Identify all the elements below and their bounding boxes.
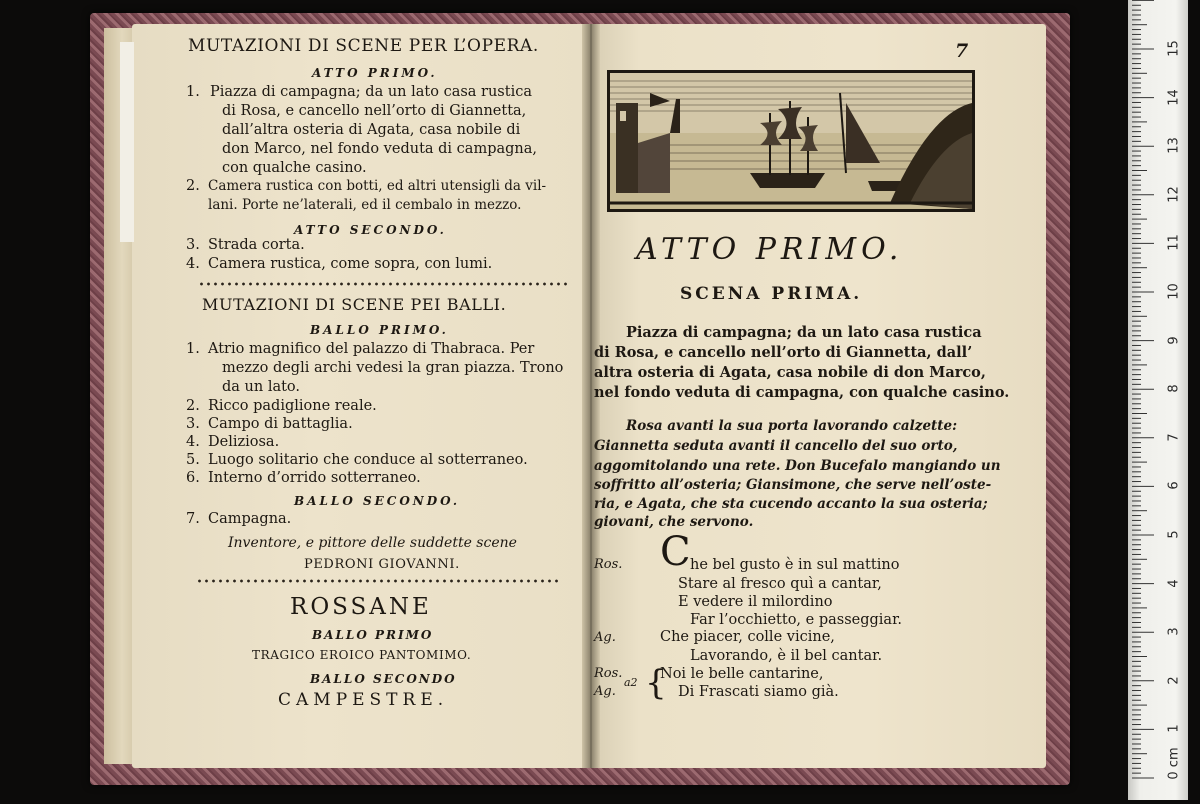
stage-direction-line: ria, e Agata, che sta cucendo accanto la sua osteria; xyxy=(594,496,988,512)
setting-line: altra osteria di Agata, casa nobile di don Marco, xyxy=(594,364,986,381)
ruler-number: 3 xyxy=(1166,627,1182,636)
campestre-title: CAMPESTRE. xyxy=(278,690,449,710)
inventor-credit: Inventore, e pittore delle suddette scene xyxy=(228,535,517,551)
list-item-line: dall’altra osteria di Agata, casa nobile di xyxy=(222,122,521,138)
ballet-title: ROSSANE xyxy=(290,594,432,620)
list-item-line: Deliziosa. xyxy=(208,434,280,450)
list-number: 3. xyxy=(186,416,200,432)
list-item-line: Camera rustica, come sopra, con lumi. xyxy=(208,256,493,272)
stage-direction-line: aggomitolando una rete. Don Bucefalo mangiando un xyxy=(594,458,1001,474)
inventor-name: PEDRONI GIOVANNI. xyxy=(304,557,460,572)
stage-direction-line: Rosa avanti la sua porta lavorando calzette: xyxy=(626,418,958,434)
ruler-number: 1 xyxy=(1166,724,1182,734)
ruler-unit: 0 cm xyxy=(1166,747,1182,780)
list-item-line: mezzo degli archi vedesi la gran piazza. Trono xyxy=(222,360,564,376)
ballo2-heading: BALLO SECONDO. xyxy=(294,494,461,508)
ship-engraving-icon xyxy=(610,73,972,209)
list-item-line: Luogo solitario che conduce al sotterraneo. xyxy=(208,452,528,468)
ruler-number: 9 xyxy=(1166,335,1182,345)
verse-line: Far l’occhietto, e passeggiar. xyxy=(690,612,903,628)
ornamental-rule xyxy=(196,578,558,584)
list-item-line: Campo di battaglia. xyxy=(208,416,353,432)
left-page-title: MUTAZIONI DI SCENE PER L’OPERA. xyxy=(188,36,539,56)
ruler-number: 12 xyxy=(1166,186,1182,203)
stage-direction-line: giovani, che servono. xyxy=(594,514,754,530)
setting-line: nel fondo veduta di campagna, con qualche casino. xyxy=(594,384,1010,401)
list-item-line: Interno d’orrido sotterraneo. xyxy=(208,470,421,486)
ruler-number: 8 xyxy=(1166,384,1182,393)
ballo1-heading: BALLO PRIMO. xyxy=(310,323,449,337)
list-number: 4. xyxy=(186,434,200,450)
act2-heading: ATTO SECONDO. xyxy=(294,223,447,237)
list-item-line: Piazza di campagna; da un lato casa rustica xyxy=(210,84,532,100)
list-number: 1. xyxy=(186,84,200,100)
ruler-number: 7 xyxy=(1166,433,1182,442)
brace-icon: { xyxy=(645,663,667,703)
act1-heading: ATTO PRIMO. xyxy=(312,66,438,80)
list-item-line: di Rosa, e cancello nell’orto di Giannetta, xyxy=(222,103,527,119)
harbor-vignette-engraving xyxy=(607,70,975,212)
page-number: 7 xyxy=(955,40,969,62)
list-number: 1. xyxy=(186,341,200,357)
ruler-number: 6 xyxy=(1166,481,1182,491)
a-due-marker: a2 xyxy=(624,676,638,689)
act-title: ATTO PRIMO. xyxy=(636,232,904,267)
list-item-line: Strada corta. xyxy=(208,237,305,253)
verse-line: E vedere il milordino xyxy=(678,594,833,610)
stage-direction-line: soffritto all’osteria; Giansimone, che serve nell’oste- xyxy=(594,477,992,493)
verse-line: Lavorando, è il bel cantar. xyxy=(690,648,883,664)
list-number: 7. xyxy=(186,511,200,527)
list-item-line: Camera rustica con botti, ed altri utensigli da vil- xyxy=(208,178,547,194)
scene-title: SCENA PRIMA. xyxy=(680,284,863,304)
ruler-number: 14 xyxy=(1166,88,1182,106)
speaker-label: Ros. xyxy=(594,557,623,572)
ornamental-rule xyxy=(198,281,570,287)
list-item-line: don Marco, nel fondo veduta di campagna, xyxy=(222,141,537,157)
stage-direction-line: Giannetta seduta avanti il cancello del suo orto, xyxy=(594,438,958,454)
ruler-number: 4 xyxy=(1166,578,1182,588)
list-number: 4. xyxy=(186,256,200,272)
drop-cap: C xyxy=(660,529,691,575)
ruler-number: 13 xyxy=(1166,137,1182,154)
verse-line: Stare al fresco quì a cantar, xyxy=(678,576,882,592)
verse-line: Di Frascati siamo già. xyxy=(678,684,839,700)
list-number: 2. xyxy=(186,398,200,414)
verse-line: Noi le belle cantarine, xyxy=(660,666,824,682)
speaker-label: Ag. xyxy=(594,684,616,699)
ruler-number: 5 xyxy=(1166,530,1182,539)
rossane-ballo1: BALLO PRIMO xyxy=(312,628,434,642)
verse-line: he bel gusto è in sul mattino xyxy=(690,557,900,573)
setting-line: Piazza di campagna; da un lato casa rustica xyxy=(626,324,982,341)
list-number: 5. xyxy=(186,452,200,468)
list-number: 2. xyxy=(186,178,200,194)
list-item-line: Atrio magnifico del palazzo di Thabraca. Per xyxy=(208,341,535,357)
ruler-number: 11 xyxy=(1166,234,1182,252)
setting-line: di Rosa, e cancello nell’orto di Giannetta, dall’ xyxy=(594,344,973,361)
list-item-line: Campagna. xyxy=(208,511,292,527)
list-number: 6. xyxy=(186,470,200,486)
verse-line: Che piacer, colle vicine, xyxy=(660,629,835,645)
ruler-number: 2 xyxy=(1166,676,1182,685)
paper-slip xyxy=(120,42,134,242)
ruler-number: 10 xyxy=(1166,283,1182,300)
rossane-ballo2: BALLO SECONDO xyxy=(310,672,457,686)
list-item-line: da un lato. xyxy=(222,379,301,395)
speaker-label: Ros. xyxy=(594,666,623,681)
balli-title: MUTAZIONI DI SCENE PEI BALLI. xyxy=(202,295,507,314)
ruler-number: 15 xyxy=(1166,40,1182,57)
rossane-genre: TRAGICO EROICO PANTOMIMO. xyxy=(252,648,472,662)
list-item-line: lani. Porte ne’laterali, ed il cembalo in mezzo. xyxy=(208,197,522,213)
list-item-line: con qualche casino. xyxy=(222,160,367,176)
list-number: 3. xyxy=(186,237,200,253)
speaker-label: Ag. xyxy=(594,630,616,645)
list-item-line: Ricco padiglione reale. xyxy=(208,398,377,414)
